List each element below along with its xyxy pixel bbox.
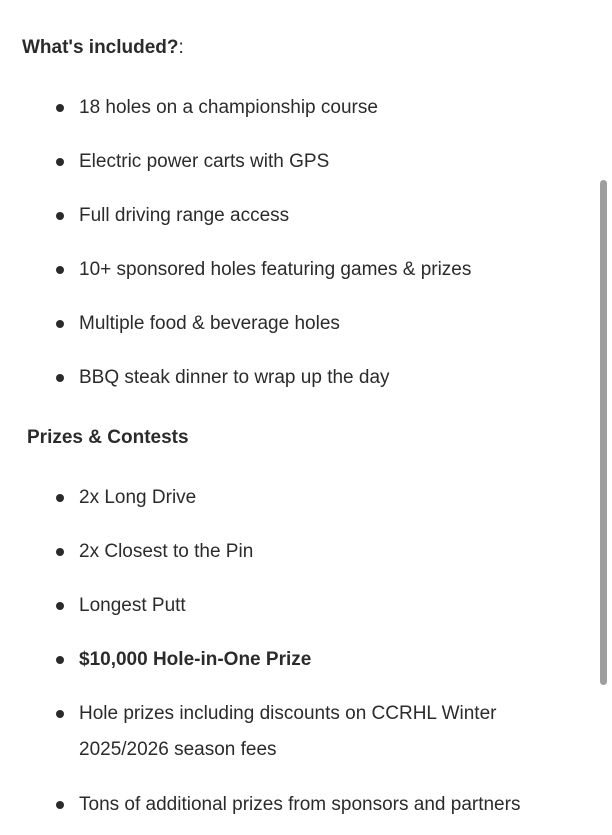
list-item-text: Hole prizes including discounts on CCRHL Winter 2025/2026 season fees (79, 703, 497, 760)
whats-included-colon: : (178, 37, 184, 58)
list-item-text: 2x Long Drive (79, 487, 197, 508)
bullet-icon (56, 212, 64, 220)
bullet-icon (56, 494, 64, 502)
bullet-icon (56, 801, 64, 809)
whats-included-heading (22, 37, 184, 59)
list-item-text: Tons of additional prizes from sponsors and partners (79, 794, 521, 815)
bullet-icon (56, 320, 64, 328)
list-item-text: Longest Putt (79, 595, 186, 616)
list-item-text: 2x Closest to the Pin (79, 541, 254, 562)
list-item-text: $10,000 Hole-in-One Prize (79, 649, 312, 670)
whats-included-title: What's included? (22, 37, 179, 58)
bullet-icon (56, 374, 64, 382)
bullet-icon (56, 710, 64, 718)
bullet-icon (56, 602, 64, 610)
bullet-icon (56, 656, 64, 664)
bullet-icon (56, 266, 64, 274)
list-item-text: Electric power carts with GPS (79, 151, 330, 172)
list-item-text: 18 holes on a championship course (79, 97, 378, 118)
bullet-icon (56, 104, 64, 112)
list-item-text: BBQ steak dinner to wrap up the day (79, 367, 390, 388)
prizes-contests-heading: Prizes & Contests (27, 427, 189, 448)
scrollbar-thumb[interactable] (600, 180, 607, 685)
list-item-text: Multiple food & beverage holes (79, 313, 340, 334)
list-item-text: Full driving range access (79, 205, 290, 226)
bullet-icon (56, 548, 64, 556)
list-item-text: 10+ sponsored holes featuring games & prizes (79, 259, 472, 280)
bullet-icon (56, 158, 64, 166)
